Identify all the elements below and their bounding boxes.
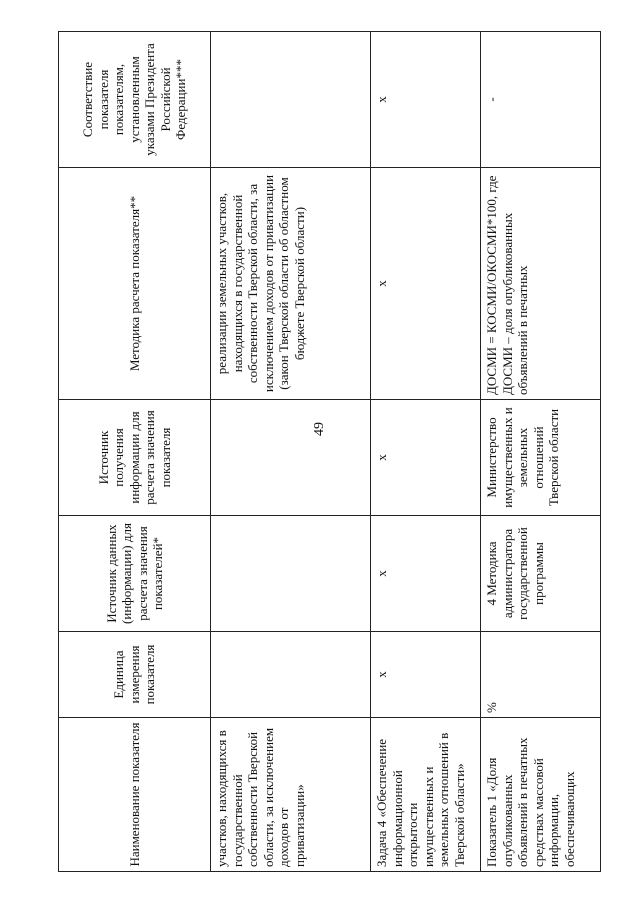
table-cell: Министерство имущественных и земельных отношений Тверской области (481, 400, 601, 516)
header-info-source: Источник получения информации для расчета значения показателя (59, 400, 211, 516)
header-row (59, 32, 211, 872)
table-cell: х (371, 32, 481, 168)
table-cell (211, 632, 371, 718)
table-cell: 4 Методика администратора государственной программы (481, 516, 601, 632)
table-cell: х (371, 516, 481, 632)
table-cell: реализации земельных участков, находящихся в государственной собственности Тверской области, за исключением доходов от приватизации (закон Тверской области об областном бюджете Тверской области) (211, 168, 371, 400)
table-cell: участков, находящихся в государственной собственности Тверской области, за исключением доходов от приватизации» (211, 718, 371, 872)
page-number: 49 (312, 422, 327, 436)
table-row (371, 32, 481, 872)
table-cell: - (481, 32, 601, 168)
rotated-table-area (58, 32, 600, 872)
table-cell: х (371, 632, 481, 718)
table-row (481, 32, 601, 872)
table-cell: х (371, 168, 481, 400)
header-method: Методика расчета показателя** (59, 168, 211, 400)
header-unit: Единица измерения показателя (59, 632, 211, 718)
table-cell: Задача 4 «Обеспечение информационной открытости имущественных и земельных отношений в Тверской области» (371, 718, 481, 872)
table-cell: Показатель 1 «Доля опубликованных объявлений в печатных средствах массовой информации, обеспечивающих (481, 718, 601, 872)
table-cell (211, 32, 371, 168)
indicators-table (58, 31, 601, 872)
table-cell: х (371, 400, 481, 516)
table-row (211, 32, 371, 872)
table-cell (211, 516, 371, 632)
table-cell: ДОСМИ = КОСМИ/ОКОСМИ*100, где ДОСМИ – доля опубликованных объявлений в печатных (481, 168, 601, 400)
header-compliance: Соответствие показателя показателям, установленным указами Президента Российской Федерации*** (59, 32, 211, 168)
header-name: Наименование показателя (59, 718, 211, 872)
table-cell (211, 400, 371, 516)
header-data-source: Источник данных (информации) для расчета значения показателей* (59, 516, 211, 632)
table-cell: % (481, 632, 601, 718)
